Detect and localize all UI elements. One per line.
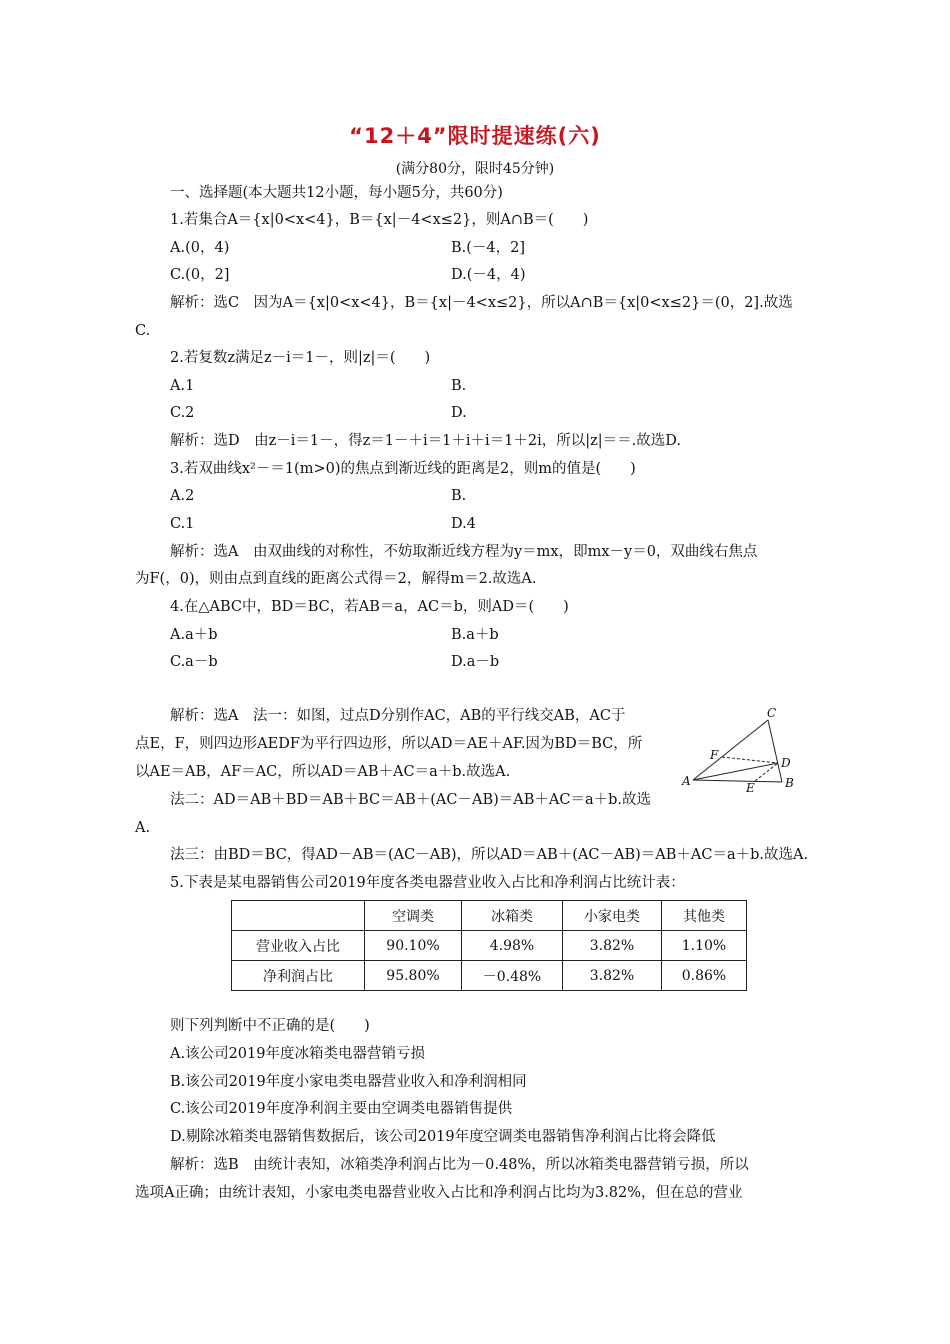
q3-option-a: A.2 [170, 488, 195, 504]
label-d: D [781, 756, 791, 770]
q3-stem: 3.若双曲线x²－＝1(m>0)的焦点到渐近线的距离是2，则m的值是( ) [170, 461, 636, 477]
q5-question: 则下列判断中不正确的是( ) [170, 1018, 370, 1034]
q5-stem: 5.下表是某电器销售公司2019年度各类电器营业收入占比和净利润占比统计表： [170, 875, 685, 891]
q4-option-d: D.a－b [451, 654, 500, 670]
table-cell: 95.80% [365, 961, 462, 991]
q4-solution-line3: 以AE＝AB，AF＝AC，所以AD＝AB＋AC＝a＋b.故选A. [135, 764, 511, 780]
q4-method2-cont: A. [135, 820, 151, 836]
segment-ad [693, 763, 778, 780]
q1-stem: 1.若集合A＝{x|0<x<4}，B＝{x|－4<x≤2}，则A∩B＝( ) [170, 212, 589, 228]
table-header-row [232, 901, 747, 931]
q3-solution: 解析：选A 由双曲线的对称性，不妨取渐近线方程为y＝mx，即mx－y＝0，双曲线右焦点 [170, 544, 758, 560]
edge-ab [693, 780, 782, 782]
table-header-cell: 小家电类 [563, 901, 662, 931]
table-header-cell: 其他类 [662, 901, 747, 931]
label-c: C [767, 706, 777, 720]
table-cell: 营业收入占比 [232, 931, 365, 961]
table-cell: 1.10% [662, 931, 747, 961]
q1-solution-cont: C. [135, 323, 151, 339]
q4-method3: 法三：由BD＝BC，得AD－AB＝(AC－AB)，所以AD＝AB＋(AC－AB)＝AB＋AC＝a＋b.故选A. [170, 847, 809, 863]
table-header-cell: 冰箱类 [462, 901, 563, 931]
q2-option-a: A.1 [170, 378, 195, 394]
q4-option-a: A.a＋b [170, 627, 218, 643]
section-heading: 一、选择题(本大题共12小题，每小题5分，共60分) [170, 185, 503, 201]
q1-option-c: C.(0，2] [170, 267, 230, 283]
triangle-figure [675, 705, 805, 797]
q4-solution: 解析：选A 法一：如图，过点D分别作AC，AB的平行线交AB，AC于 [170, 708, 626, 724]
table-cell: 90.10% [365, 931, 462, 961]
q2-option-b: B. [451, 378, 467, 394]
q5-option-d: D.剔除冰箱类电器销售数据后，该公司2019年度空调类电器销售净利润占比将会降低 [170, 1129, 716, 1145]
page-subtitle: (满分80分，限时45分钟) [395, 161, 555, 177]
table-cell: －0.48% [462, 961, 563, 991]
label-a: A [682, 774, 691, 788]
q2-option-c: C.2 [170, 405, 195, 421]
table-cell: 3.82% [563, 961, 662, 991]
q2-solution: 解析：选D 由z－i＝1－，得z＝1－＋i＝1＋i＋i＝1＋2i，所以|z|＝＝.故选D. [170, 433, 681, 449]
q2-stem: 2.若复数z满足z－i＝1－，则|z|＝( ) [170, 350, 431, 366]
table-cell: 0.86% [662, 961, 747, 991]
q1-solution: 解析：选C 因为A＝{x|0<x<4}，B＝{x|－4<x≤2}，所以A∩B＝{x|0<x≤2}＝(0，2].故选 [170, 295, 793, 311]
q1-option-d: D.(－4，4) [451, 267, 526, 283]
q3-option-c: C.1 [170, 516, 195, 532]
stats-table [231, 900, 747, 991]
q4-solution-line2: 点E，F，则四边形AEDF为平行四边形，所以AD＝AE＋AF.因为BD＝BC，所 [135, 736, 643, 752]
label-e: E [746, 781, 755, 795]
q5-solution: 解析：选B 由统计表知，冰箱类净利润占比为－0.48%，所以冰箱类电器营销亏损，所以 [170, 1157, 749, 1173]
edge-cb [768, 720, 782, 782]
q1-option-a: A.(0，4) [170, 240, 230, 256]
q3-option-b: B. [451, 488, 467, 504]
table-header-cell [232, 901, 365, 931]
edge-ac [693, 720, 768, 780]
q4-option-c: C.a－b [170, 654, 218, 670]
q5-option-b: B.该公司2019年度小家电类电器营业收入和净利润相同 [170, 1074, 527, 1090]
segment-fd [722, 757, 778, 763]
q1-option-b: B.(－4，2] [451, 240, 526, 256]
table-row [232, 931, 747, 961]
page-title: “12＋4”限时提速练(六) [349, 124, 601, 148]
q5-option-c: C.该公司2019年度净利润主要由空调类电器销售提供 [170, 1101, 513, 1117]
table-header-cell: 空调类 [365, 901, 462, 931]
q5-solution-cont: 选项A正确；由统计表知，小家电类电器营业收入占比和净利润占比均为3.82%，但在总的营业 [135, 1185, 743, 1201]
q3-option-d: D.4 [451, 516, 476, 532]
q3-solution-cont: 为F(，0)，则由点到直线的距离公式得＝2，解得m＝2.故选A. [135, 571, 537, 587]
label-f: F [710, 748, 719, 762]
table-row [232, 961, 747, 991]
q4-option-b: B.a＋b [451, 627, 499, 643]
q2-option-d: D. [451, 405, 467, 421]
q4-stem: 4.在△ABC中，BD＝BC，若AB＝a，AC＝b，则AD＝( ) [170, 599, 569, 615]
label-b: B [785, 776, 794, 790]
table-cell: 净利润占比 [232, 961, 365, 991]
table-cell: 4.98% [462, 931, 563, 961]
q5-option-a: A.该公司2019年度冰箱类电器营销亏损 [170, 1046, 425, 1062]
q4-method2: 法二：AD＝AB＋BD＝AB＋BC＝AB＋(AC－AB)＝AB＋AC＝a＋b.故选 [170, 792, 652, 808]
table-cell: 3.82% [563, 931, 662, 961]
